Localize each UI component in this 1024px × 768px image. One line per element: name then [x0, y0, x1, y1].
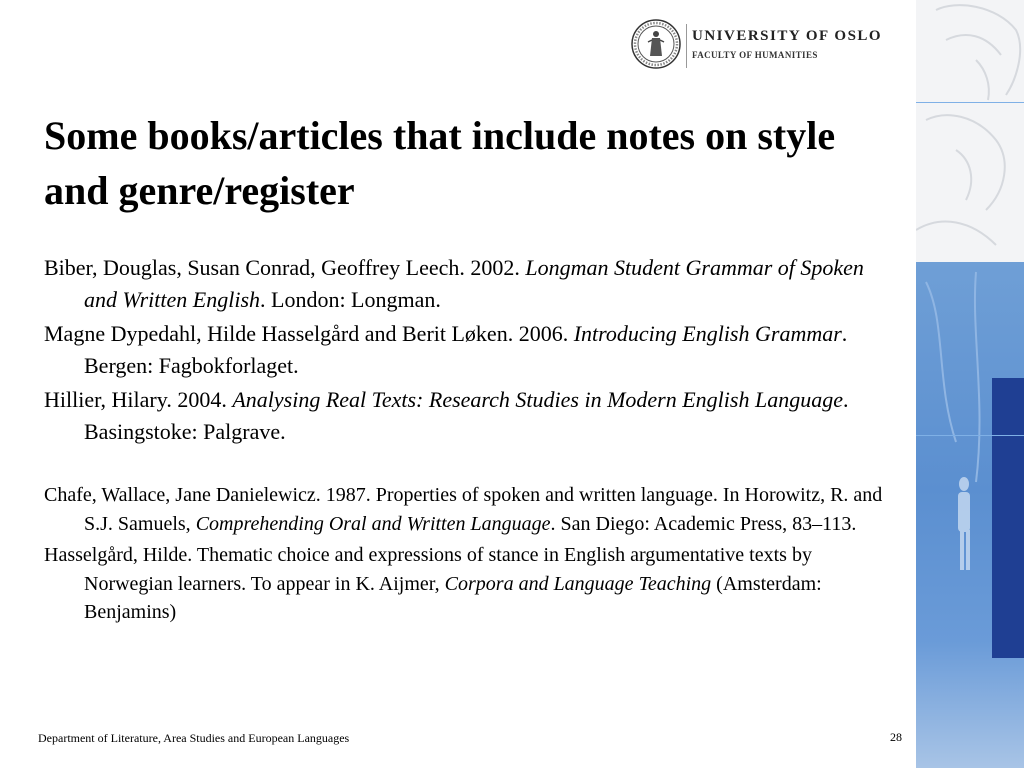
decorative-side-band: [916, 0, 1024, 768]
reference-spacer: [44, 450, 894, 481]
reference-publisher: . Bergen: Fagbokforlaget.: [84, 321, 848, 378]
university-seal-icon: [630, 18, 682, 70]
reference-item: [44, 318, 894, 381]
reference-item: [44, 384, 894, 447]
university-name: UNIVERSITY OF OSLO: [692, 28, 883, 44]
reference-list: [44, 252, 894, 630]
reference-item: [44, 252, 894, 315]
faculty-name: FACULTY OF HUMANITIES: [692, 50, 818, 60]
reference-author-year: Biber, Douglas, Susan Conrad, Geoffrey Leech. 2002.: [44, 255, 526, 280]
page-number: 28: [890, 730, 902, 744]
band-divider-line: [916, 102, 1024, 103]
band-dark-accent: [992, 378, 1024, 658]
reference-title: Comprehending Oral and Written Language: [195, 512, 551, 535]
reference-publisher: . London: Longman.: [260, 286, 441, 312]
reference-author-year: Hasselgård, Hilde. Thematic choice and expressions of stance in English argumentative texts by Norwegian learners. To appear in K. Aijmer,: [44, 544, 812, 595]
reference-title: Corpora and Language Teaching: [444, 572, 712, 595]
footer-department: Department of Literature, Area Studies and European Languages: [38, 731, 350, 745]
reference-author-year: Magne Dypedahl, Hilde Hasselgård and Berit Løken. 2006.: [44, 321, 574, 346]
slide-title: Some books/articles that include notes on style and genre/register: [44, 113, 836, 213]
university-logo: [630, 18, 890, 74]
band-divider-line: [916, 435, 1024, 436]
reference-item: [44, 541, 894, 627]
logo-divider: [686, 24, 687, 68]
reference-item: [44, 481, 894, 538]
reference-title: Introducing English Grammar: [573, 321, 842, 346]
reference-publisher: . San Diego: Academic Press, 83–113.: [550, 512, 857, 535]
reference-publisher: (Amsterdam: Benjamins): [84, 572, 822, 623]
reference-publisher: . Basingstoke: Palgrave.: [84, 387, 849, 444]
relief-figure-illustration: [916, 0, 1024, 262]
reference-author-year: Hillier, Hilary. 2004.: [44, 387, 233, 412]
reference-title: Longman Student Grammar of Spoken and Written English: [84, 255, 864, 312]
reference-title: Analysing Real Texts: Research Studies in Modern English Language: [232, 387, 843, 412]
reference-author-year: Chafe, Wallace, Jane Danielewicz. 1987. Properties of spoken and written language. In Horowitz, R. and S.J. Samuels,: [44, 484, 883, 535]
